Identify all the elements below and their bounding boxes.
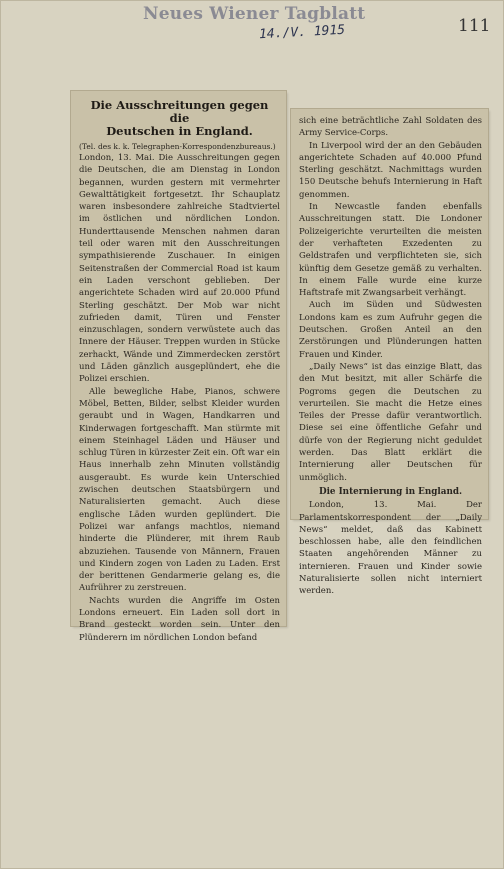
headline-line-1: Die Ausschreitungen gegen die [90,98,269,125]
headline-line-2: Deutschen in England. [106,124,253,138]
newspaper-clipping-right [291,109,488,597]
article-paragraph: „Daily News“ ist das einzige Blatt, das den Mut besitzt, mit aller Schärfe die Pogroms gegen die Deutschen zu verurteilen. Sie macht die Hetze eines Teiles der Presse dafür verantwortlich. Diese sei eine öffentliche Gefahr und dürfe von der Regierung nicht geduldet werden. Das Blatt erklärt die Internierung aller Deutschen für unmöglich. [299,361,482,483]
handwritten-date: 14./V. 1915 [258,22,346,43]
article-paragraph: Alle bewegliche Habe, Pianos, schwere Möbel, Betten, Bilder, selbst Kleider wurden geraubt und in Wagen, Handkarren und Kinderwagen fortgeschafft. Man stürmte mit einem Steinhagel Läden und Häuser und schlug Türen in kürzester Zeit ein. Oft war ein Haus innerhalb zehn Minuten vollständig ausgeraubt. Es wurde kein Unterschied zwischen deutschen Staatsbürgern und Naturalisierten gemacht. Auch diese englische Läden wurden geplündert. Die Polizei war anfangs machtlos, niemand hinderte die Plünderer, mit ihrem Raub abzuziehen. Tausende von Männern, Frauen und Kindern zogen von Laden zu Laden. Erst der berittenen Gendarmerie gelang es, die Aufrührer zu zerstreuen. [79,386,280,594]
article-paragraph: Auch im Süden und Südwesten Londons kam es zum Aufruhr gegen die Deutschen. Großen Anteil an den Zerstörungen und Plünderungen hatten Frauen und Kinder. [299,300,482,360]
article-paragraph: sich eine beträchtliche Zahl Soldaten des Army Service-Corps. [299,116,482,139]
article-paragraph: Nachts wurden die Angriffe im Osten Londons erneuert. Ein Laden soll dort in Brand gesteckt worden sein. Unter den Plünderern im nördlichen London befand [79,595,280,643]
article-paragraph: In Newcastle fanden ebenfalls Ausschreitungen statt. Die Londoner Polizeigerichte verurteilten die meisten der verhafteten Exzedenten zu Geldstrafen und verpflichteten sie, sich künftig dem Gesetze gemäß zu verhalten. In einem Falle wurde eine kurze Haftstrafe mit Zwangsarbeit verhängt. [299,202,482,299]
page-number: 111 [458,16,491,36]
section-subhead: Die Internierung in England. [318,486,463,497]
article-paragraph: London, 13. Mai. Die Ausschreitungen gegen die Deutschen, die am Dienstag in London begannen, wurden gestern mit vermehrter Gewalttätigkeit fortgesetzt. Ihr Schauplatz waren insbesondere zahlreiche Stadtviertel im östlichen und nördlichen London. Hunderttausende Menschen nahmen daran teil oder waren mit den Ausschreitungen sympathisierende Zuschauer. In einigen Seitenstraßen der Commercial Road ist kaum ein Laden verschont geblieben. Der angerichtete Schaden wird auf 20.000 Pfund Sterling geschätzt. Der Mob war nicht zufrieden damit, Türen und Fenster einzuschlagen, sondern verwüstete auch das Innere der Häuser. Treppen wurden in Stücke zerhackt, Wände und Zimmerdecken zerstört und Läden gänzlich ausgeplündert, ehe die Polizei erschien. [79,153,280,385]
article-column-left [71,91,286,648]
article-paragraph: In Liverpool wird der an den Gebäuden angerichtete Schaden auf 40.000 Pfund Sterling geschätzt. Nachmittags wurden 150 Deutsche behufs Internierung in Haft genommen. [299,140,482,200]
article-headline [79,99,280,138]
newspaper-clipping-left [71,91,286,643]
agency-credit: (Tel. des k. k. Telegraphen-Korrespondenzbureaus.) [79,142,276,151]
article-column-right [291,109,488,602]
newspaper-masthead: Neues Wiener Tagblatt [143,4,366,24]
article-paragraph: London, 13. Mai. Der Parlamentskorrespondent der „Daily News“ meldet, daß das Kabinett beschlossen habe, alle den feindlichen Staaten angehörenden Männer zu internieren. Frauen und Kinder sowie Naturalisierte sollen nicht interniert werden. [299,500,482,597]
